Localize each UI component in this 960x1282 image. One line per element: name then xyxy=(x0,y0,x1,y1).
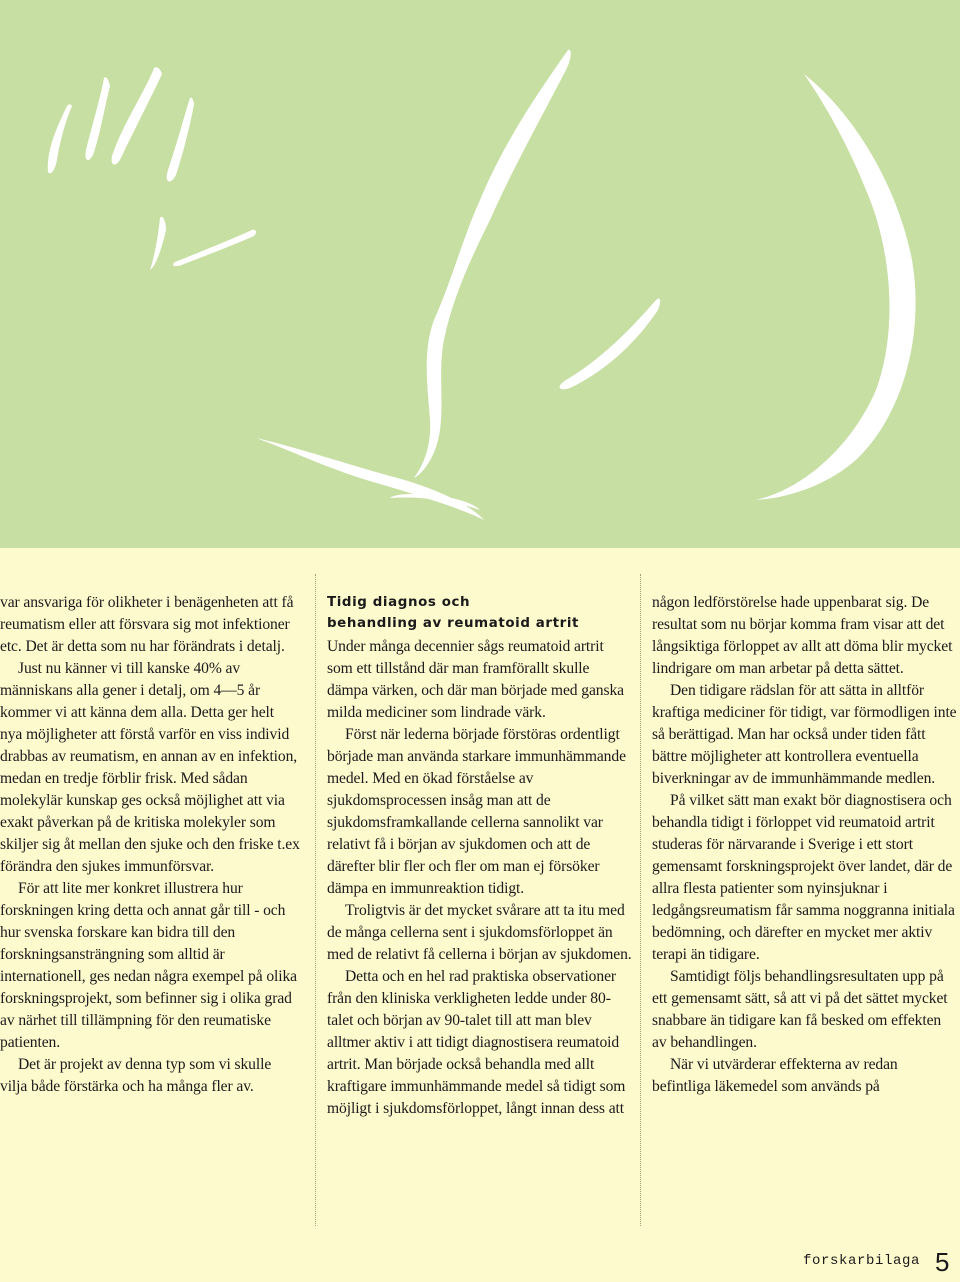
heading-line: Tidig diagnos och xyxy=(327,595,471,610)
paragraph: var ansvariga för olikheter i benägenheten att få reumatism eller att försvara sig mot infektioner etc. Det är detta som nu har förändrats i detalj. xyxy=(0,594,294,655)
text-column-3 xyxy=(652,592,957,1098)
column-divider xyxy=(640,574,641,1226)
paragraph: Just nu känner vi till kanske 40% av människans alla gener i detalj, om 4—5 år kommer vi att känna dem alla. Detta ger helt nya möjligheter att förstå varför en viss individ drabbas av reumatism, en annan av en infektion, medan en tredje förblir frisk. Med sådan molekylär kunskap ges också möjlighet att via exakt påverkan på de kritiska molekyler som skiljer sig åt mellan den sjuke och den friske t.ex förändra den sjukes immunförsvar. xyxy=(0,660,300,875)
paragraph: När vi utvärderar effekterna av redan befintliga läkemedel som används på xyxy=(652,1056,898,1095)
finger-5 xyxy=(150,217,166,270)
finger-3 xyxy=(112,67,162,164)
paragraph: Det är projekt av denna typ som vi skulle vilja både förstärka och ha många fler av. xyxy=(0,1056,272,1095)
paragraph: Samtidigt följs behandlingsresultaten upp på ett gemensamt sätt, så att vi på det sättet mycket snabbare än tidigare kan få besked om effekten av behandlingen. xyxy=(652,968,948,1051)
heading-line: behandling av reumatoid artrit xyxy=(327,616,580,631)
column-divider xyxy=(315,574,316,1226)
stem-shape xyxy=(414,50,571,478)
finger-2 xyxy=(85,77,110,160)
text-column-1 xyxy=(0,592,300,1098)
paragraph: Troligtvis är det mycket svårare att ta itu med de många cellerna sent i sjukdomsförloppet än med de relativt få cellerna i början av sjukdomen. xyxy=(327,902,632,963)
paragraph: Detta och en hel rad praktiska observationer från den kliniska verkligheten ledde under 80-talet och början av 90-talet till att man blev alltmer aktiv i att tidigt diagnostisera reumatoid artrit. Man började också behandla med allt kraftigare immunhämmande medel så tidigt som möjligt i sjukdomsförloppet, långt innan dess att xyxy=(327,968,626,1117)
paragraph: På vilket sätt man exakt bör diagnostisera och behandla tidigt i förloppet vid reumatoid artrit studeras för närvarande i Sverige i ett stort gemensamt forskningsprojekt över landet, där de allra flesta patienter som nyinsjuknar i ledgångsreumatism får samma noggranna initiala bedömning, och därefter en mycket mer aktiv terapi än tidigare. xyxy=(652,792,955,963)
text-column-2 xyxy=(327,592,632,1120)
page-number: 5 xyxy=(935,1247,950,1277)
paragraph: För att lite mer konkret illustrera hur forskningen kring detta och annat går till - och hur svenska forskare kan bidra till den forskningsansträngning som alltid är internationell, ges nedan några exempel på olika forskningsprojekt, som befinner sig i olika grad av närhet till tillämpning för den reumatiske patienten. xyxy=(0,880,297,1051)
leaf-right-small xyxy=(560,298,661,389)
paragraph: Under många decennier sågs reumatoid artrit som ett tillstånd där man framförallt skulle dämpa värken, och där man började med ganska milda mediciner som lindrade värk. xyxy=(327,638,624,721)
abstract-hand-figure xyxy=(0,0,960,548)
hero-illustration xyxy=(0,0,960,548)
finger-6 xyxy=(173,230,256,266)
finger-1 xyxy=(48,104,72,173)
footer-label: forskarbilaga xyxy=(803,1253,921,1269)
leaf-lower-left xyxy=(256,438,484,520)
paragraph: någon ledförstörelse hade uppenbarat sig. De resultat som nu börjar komma fram visar att det långsiktiga förloppet av allt att döma blir mycket lindrigare om man arbetar på detta sättet. xyxy=(652,594,953,677)
finger-4 xyxy=(167,98,194,182)
crescent-shape xyxy=(756,74,916,500)
section-heading xyxy=(327,592,632,634)
paragraph: Den tidigare rädslan för att sätta in alltför kraftiga mediciner för tidigt, var förmodligen inte så berättigad. Man har också under tiden fått bättre möjligheter att kontrollera eventuella biverkningar av de immunhämmande medlen. xyxy=(652,682,957,787)
paragraph: Först när lederna började förstöras ordentligt började man använda starkare immunhämmande medel. Med en ökad förståelse av sjukdomsprocessen insåg man att de sjukdomsframkallande cellerna sannolikt var relativt få i början av sjukdomen och att de därefter blir fler och fler om man ej försöker dämpa en immunreaktion tidigt. xyxy=(327,726,626,897)
